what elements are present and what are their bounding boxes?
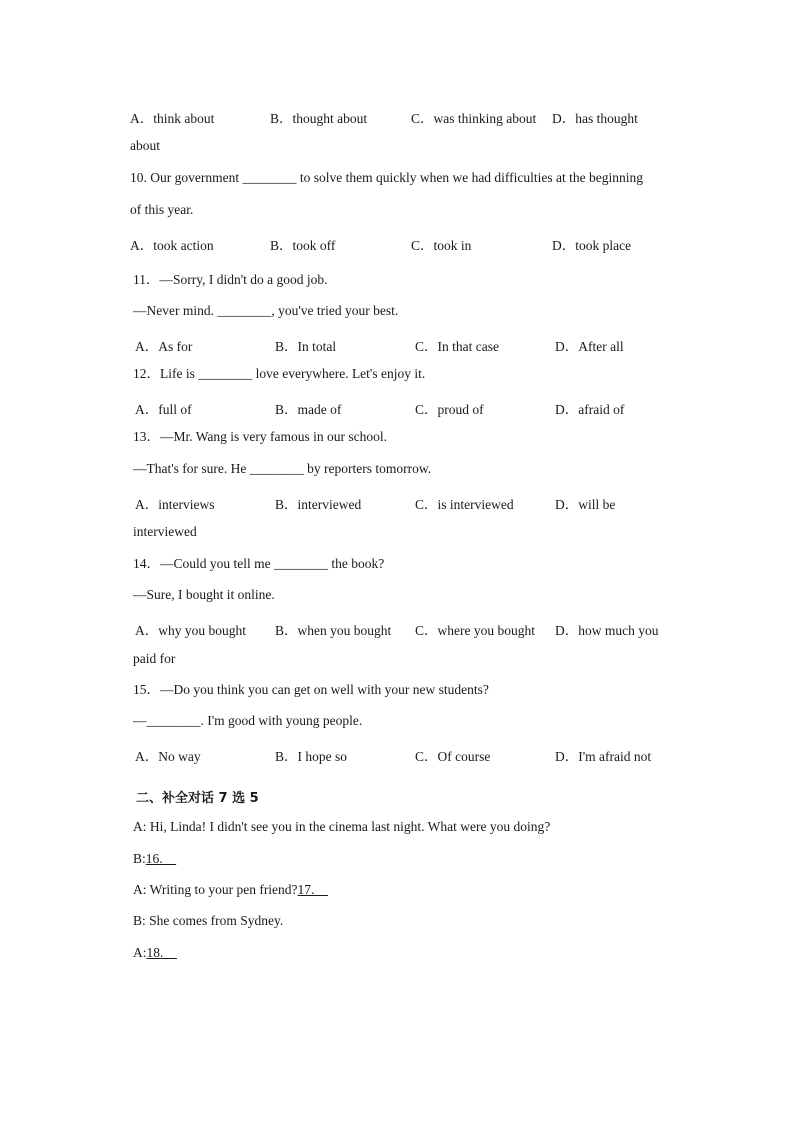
question-11-line2: —Never mind. ________, you've tried your best.	[133, 303, 399, 318]
option-b: B．I hope so	[275, 749, 347, 764]
dialogue-line	[133, 819, 550, 835]
dialogue-text: B:	[133, 851, 146, 866]
option-c: C．is interviewed	[415, 497, 514, 512]
question-14-stem: 14．—Could you tell me ________ the book?	[133, 556, 385, 571]
question-13-stem: 13．—Mr. Wang is very famous in our school.	[133, 429, 388, 444]
option-d-wrap: paid for	[133, 651, 176, 666]
option-d: D．took place	[552, 238, 632, 253]
option-d: D．has thought	[552, 111, 638, 126]
option-b: B．made of	[275, 402, 342, 417]
option-c: C．was thinking about	[411, 111, 537, 126]
option-b: B．In total	[275, 339, 337, 354]
dialogue-line	[133, 882, 328, 898]
option-c: C．In that case	[415, 339, 499, 354]
option-d: D．will be	[555, 497, 616, 512]
option-c: C．where you bought	[415, 623, 535, 638]
question-12-stem: 12．Life is ________ love everywhere. Let's enjoy it.	[133, 366, 426, 381]
dialogue-line	[133, 851, 176, 867]
question-13-line2: —That's for sure. He ________ by reporters tomorrow.	[133, 461, 432, 476]
option-d: D．After all	[555, 339, 624, 354]
option-b: B．when you bought	[275, 623, 392, 638]
option-d-wrap: about	[130, 138, 160, 153]
answer-blank-16: 16.	[145, 851, 177, 866]
option-a: A．No way	[135, 749, 201, 764]
option-b: B．took off	[270, 238, 336, 253]
option-d: D．afraid of	[555, 402, 625, 417]
dialogue-text: A:	[133, 945, 147, 960]
option-c: C．proud of	[415, 402, 484, 417]
option-b: B．interviewed	[275, 497, 362, 512]
dialogue-text: A: Writing to your pen friend?	[133, 882, 298, 897]
dialogue-line	[133, 945, 177, 961]
dialogue-text: A: Hi, Linda! I didn't see you in the cinema last night. What were you doing?	[133, 819, 551, 834]
section-heading: 二、补全对话 7 选 5	[136, 791, 259, 806]
option-c: C．took in	[411, 238, 472, 253]
option-a: A．full of	[135, 402, 192, 417]
option-a: A．interviews	[135, 497, 215, 512]
option-d: D．I'm afraid not	[555, 749, 652, 764]
question-15-stem: 15．—Do you think you can get on well with your new students?	[133, 682, 489, 697]
dialogue-line	[133, 913, 283, 929]
option-a: A．took action	[130, 238, 214, 253]
question-10-stem-wrap: of this year.	[130, 202, 194, 217]
question-10-stem: 10. Our government ________ to solve them quickly when we had difficulties at the beginning	[130, 170, 644, 185]
question-11-stem: 11．—Sorry, I didn't do a good job.	[133, 272, 328, 287]
option-d: D．how much you	[555, 623, 659, 638]
answer-blank-17: 17.	[297, 882, 328, 897]
option-c: C．Of course	[415, 749, 491, 764]
answer-blank-18: 18.	[146, 945, 177, 960]
option-a: A．As for	[135, 339, 193, 354]
option-a: A．think about	[130, 111, 215, 126]
question-14-line2: —Sure, I bought it online.	[133, 587, 275, 602]
option-a: A．why you bought	[135, 623, 246, 638]
question-15-line2: —________. I'm good with young people.	[133, 713, 363, 728]
option-d-wrap: interviewed	[133, 524, 197, 539]
dialogue-text: B: She comes from Sydney.	[133, 913, 284, 928]
option-b: B．thought about	[270, 111, 368, 126]
